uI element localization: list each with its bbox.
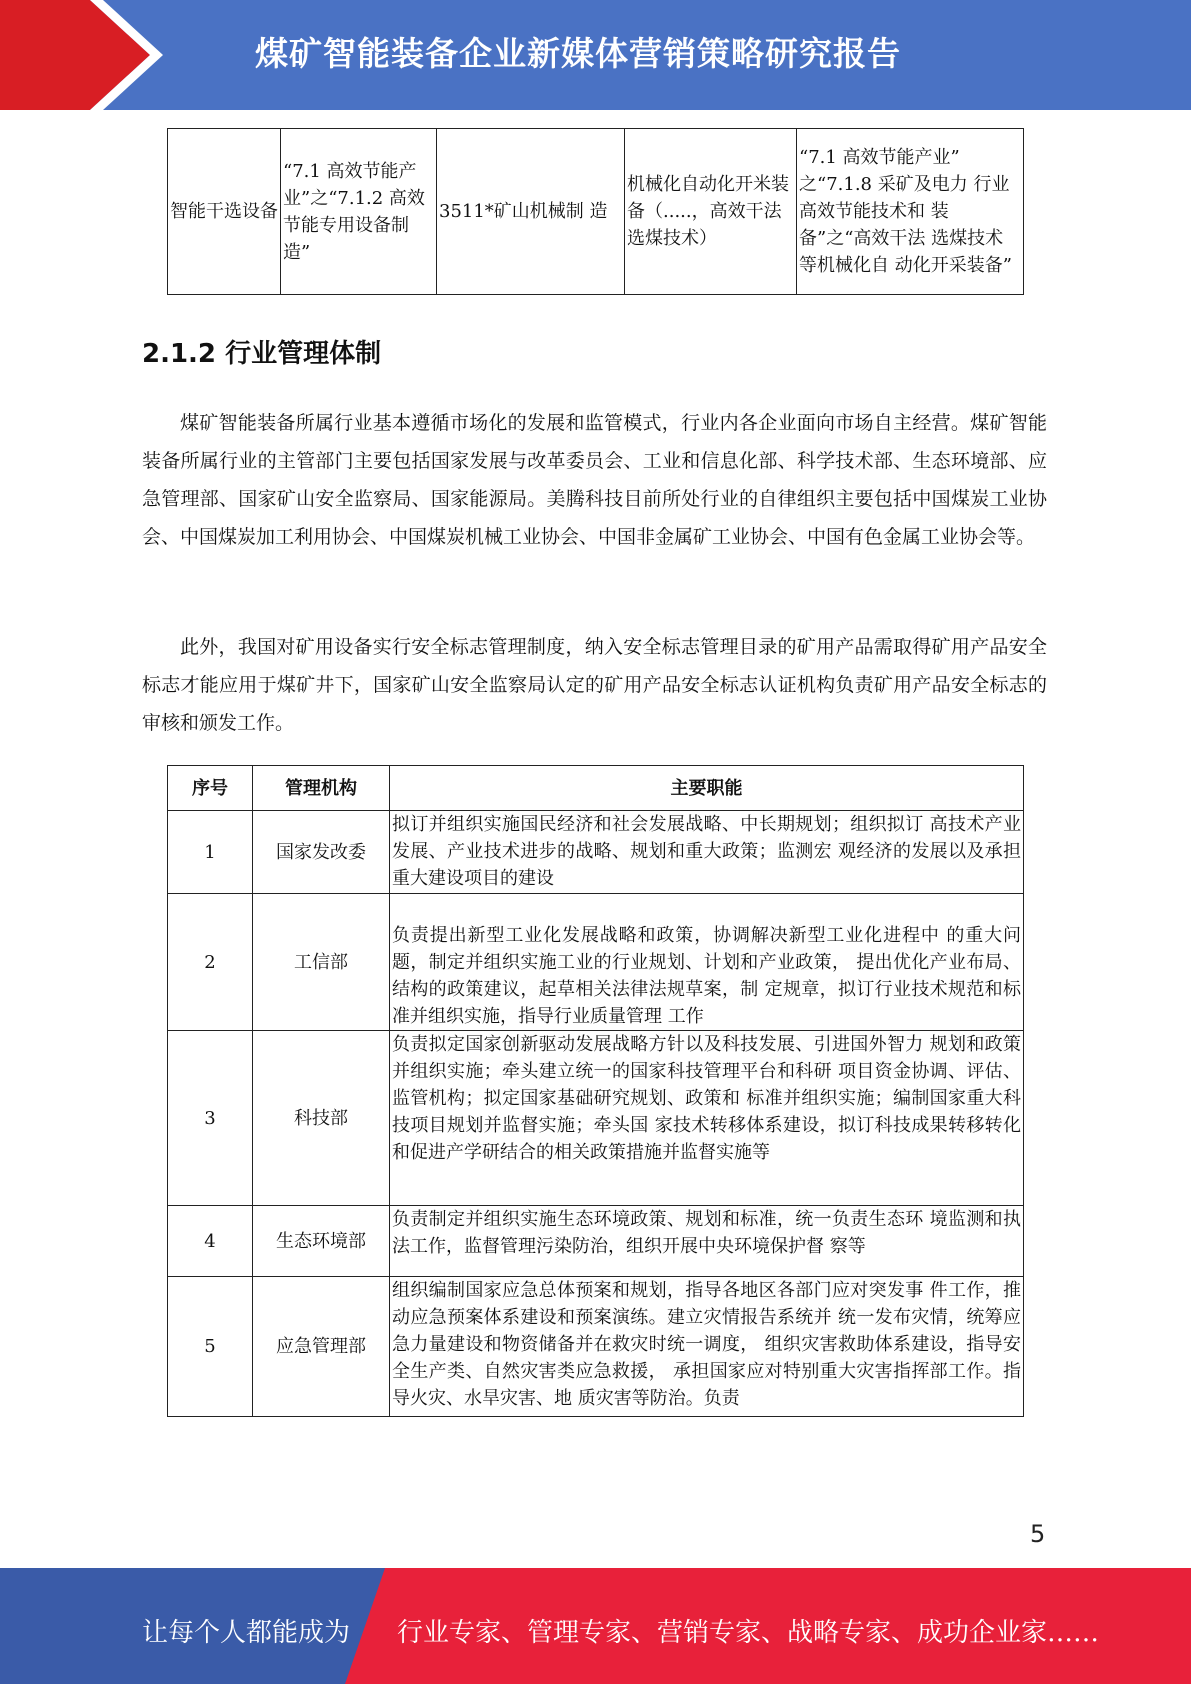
header-duty: 主要职能 [390, 766, 1024, 811]
section-heading: 2.1.2 行业管理体制 [142, 339, 382, 369]
row-no: 2 [168, 894, 253, 1031]
table-row [168, 1031, 1024, 1206]
row-org: 科技部 [253, 1031, 390, 1206]
footer-slogan-right: 行业专家、管理专家、营销专家、战略专家、成功企业家…… [397, 1618, 1100, 1648]
page-number: 5 [1030, 1520, 1046, 1548]
row-duty: 负责制定并组织实施生态环境政策、规划和标准，统一负责生态环 境监测和执法工作，监督管理污染防治，组织开展中央环境保护督 察等 [390, 1206, 1024, 1277]
code-cell: 3511*矿山机械制 造 [437, 129, 625, 295]
table-row [168, 894, 1024, 1031]
page-header [0, 0, 1191, 110]
row-duty: 组织编制国家应急总体预案和规划，指导各地区各部门应对突发事 件工作，推动应急预案体系建设和预案演练。建立灾情报告系统并 统一发布灾情，统筹应急力量建设和物资储备并在救灾时统一调度， 组织灾害救助体系建设，指导安全生产类、自然灾害类应急救援， 承担国家应对特别重大灾害指挥部工作。指导火灾、水旱灾害、地 质灾害等防治。负责 [392, 1280, 1021, 1409]
row-duty: 拟订并组织实施国民经济和社会发展战略、中长期规划；组织拟订 高技术产业发展、产业技术进步的战略、规划和重大政策；监测宏 观经济的发展以及承担重大建设项目的建设 [390, 811, 1024, 894]
paragraph-1: 煤矿智能装备所属行业基本遵循市场化的发展和监管模式，行业内各企业面向市场自主经营。煤矿智能装备所属行业的主管部门主要包括国家发展与改革委员会、工业和信息化部、科学技术部、生态环境部、应急管理部、国家矿山安全监察局、国家能源局。美腾科技目前所处行业的自律组织主要包括中国煤炭工业协会、中国煤炭加工利用协会、中国煤炭机械工业协会、中国非金属矿工业协会、中国有色金属工业协会等。 [142, 412, 1047, 548]
table-row [168, 1206, 1024, 1277]
management-agencies-table [167, 765, 1024, 1417]
catalog-cell: “7.1 高效节能产业” 之“7.1.8 采矿及电力 行业高效节能技术和 装备”之“高效干法 选煤技术等机械化自 动化开采装备” [797, 129, 1024, 295]
industry-class-cell: “7.1 高效节能产业”之“7.1.2 高效节能专用设备制造” [281, 129, 437, 295]
table-row [168, 1277, 1024, 1417]
row-org: 工信部 [253, 894, 390, 1031]
row-no: 4 [168, 1206, 253, 1277]
footer-slogan-left: 让每个人都能成为 [142, 1618, 351, 1648]
table-row [168, 811, 1024, 894]
description-cell: 机械化自动化开米装备（.....，高效干法选煤技术） [625, 129, 797, 295]
row-org: 应急管理部 [253, 1277, 390, 1417]
row-no: 3 [168, 1031, 253, 1206]
row-duty-cell [390, 1277, 1024, 1417]
row-org: 国家发改委 [253, 811, 390, 894]
row-no: 1 [168, 811, 253, 894]
paragraph-2: 此外，我国对矿用设备实行安全标志管理制度，纳入安全标志管理目录的矿用产品需取得矿用产品安全标志才能应用于煤矿井下，国家矿山安全监察局认定的矿用产品安全标志认证机构负责矿用产品安全标志的审核和颁发工作。 [142, 636, 1047, 734]
row-duty: 负责拟定国家创新驱动发展战略方针以及科技发展、引进国外智力 规划和政策并组织实施；牵头建立统一的国家科技管理平台和科研 项目资金协调、评估、监管机构；拟定国家基础研究规划、政策和 标准并组织实施；编制国家重大科技项目规划并监督实施；牵头国 家技术转移体系建设，拟订科技成果转移转化和促进产学研结合的相关政策措施并监督实施等 [390, 1031, 1024, 1206]
product-cell: 智能干选设备 [168, 129, 281, 295]
header-no: 序号 [168, 766, 253, 811]
table-row [168, 129, 1024, 295]
table-header-row [168, 766, 1024, 811]
row-no: 5 [168, 1277, 253, 1417]
header-org: 管理机构 [253, 766, 390, 811]
industry-classification-table [167, 128, 1024, 295]
row-duty: 负责提出新型工业化发展战略和政策，协调解决新型工业化进程中 的重大问题，制定并组织实施工业的行业规划、计划和产业政策， 提出优化产业布局、结构的政策建议，起草相关法律法规草案，制 定规章，拟订行业技术规范和标准并组织实施，指导行业质量管理 工作 [390, 894, 1024, 1031]
page-footer [0, 1568, 1191, 1684]
row-org: 生态环境部 [253, 1206, 390, 1277]
report-title: 煤矿智能装备企业新媒体营销策略研究报告 [255, 34, 901, 73]
